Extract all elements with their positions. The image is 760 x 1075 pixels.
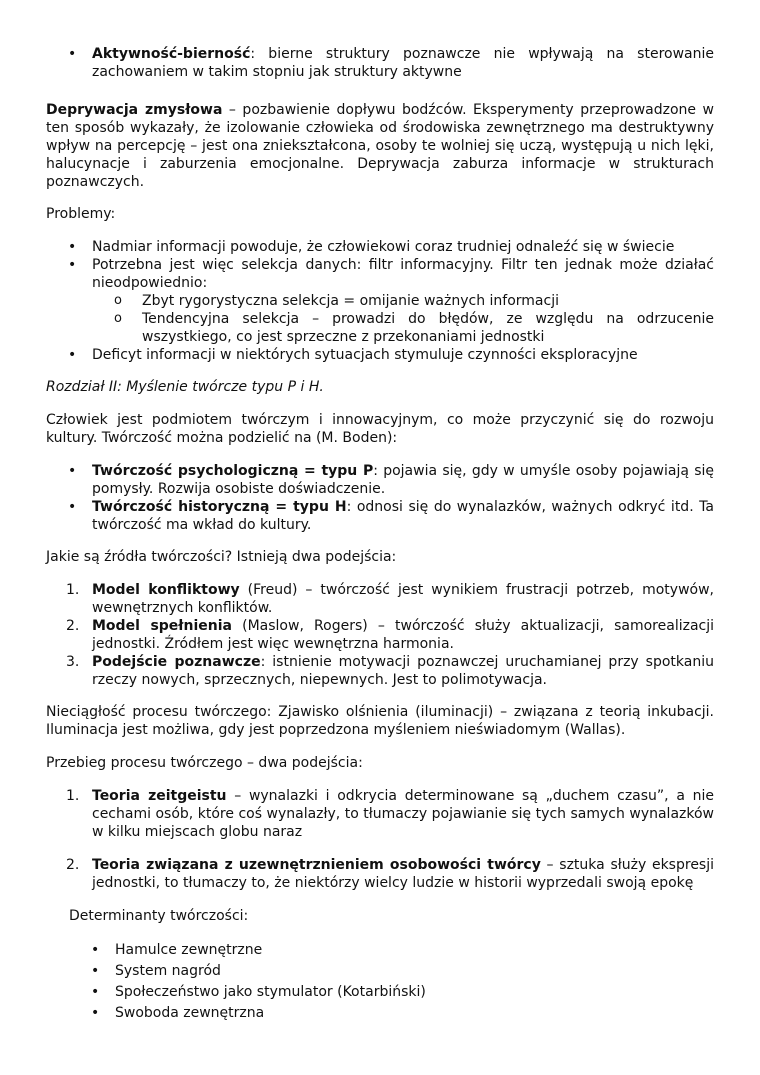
bullet-marker: • — [91, 1005, 100, 1021]
list-item — [46, 1003, 714, 1024]
list-item — [46, 961, 714, 982]
paragraph-intro: Człowiek jest podmiotem twórczym i innowacyjnym, co może przyczynić się do rozwoju kultury. Twórczość można podzielić na (M. Boden): — [46, 412, 714, 446]
bullet-list-top — [46, 45, 714, 81]
item-text: – sztuka służy ekspresji jednostki, to tłumaczy to, że niektórzy wielcy ludzie w historii wyprzedali swoją epokę — [92, 857, 715, 891]
item-text: (Maslow, Rogers) – twórczość służy aktualizacji, samorealizacji jednostki. Źródłem jest więc wewnętrzna harmonia. — [92, 618, 714, 652]
bullet-list-problemy — [46, 238, 714, 364]
list-number: 1. — [66, 788, 80, 804]
sub-list-item — [46, 310, 714, 346]
term: Podejście poznawcze — [92, 654, 261, 670]
bullet-marker: • — [91, 984, 100, 1000]
sub-bullet-marker: o — [114, 293, 122, 308]
item-text: (Freud) – twórczość jest wynikiem frustracji potrzeb, motywów, wewnętrznych konfliktów. — [92, 582, 714, 616]
term: Aktywność-bierność — [92, 46, 251, 62]
list-item — [46, 940, 714, 961]
list-item — [46, 238, 714, 256]
heading-problemy: Problemy: — [46, 206, 116, 222]
sub-bullet-marker: o — [114, 311, 122, 326]
term: Model konfliktowy — [92, 582, 240, 598]
item-text: : bierne struktury poznawcze nie wpływają na sterowanie zachowaniem w takim stopniu jak struktury aktywne — [92, 46, 714, 80]
item-text: Społeczeństwo jako stymulator (Kotarbiński) — [115, 984, 426, 1000]
bullet-list-determinanty — [46, 940, 714, 1024]
item-text: Swoboda zewnętrzna — [115, 1005, 265, 1021]
item-text: Zbyt rygorystyczna selekcja = omijanie ważnych informacji — [142, 293, 559, 309]
item-text: : pojawia się, gdy w umyśle osoby pojawiają się pomysły. Rozwija osobiste doświadczenie. — [92, 463, 715, 497]
list-item — [46, 256, 714, 292]
heading-determinanty: Determinanty twórczości: — [69, 908, 249, 924]
bullet-marker: • — [91, 963, 100, 979]
paragraph-text: – pozbawienie dopływu bodźców. Eksperymenty przeprowadzone w ten sposób wykazały, że izolowanie człowieka od środowiska zewnętrznego ma destruktywny wpływ na percepcję – jest ona zniekształcona, osoby te wolniej się uczą, występują u nich lęki, halucynacje i zaburzenia emocjonalne. Deprywacja zaburza informacje w strukturach poznawczych. — [46, 102, 715, 190]
list-number: 2. — [66, 857, 80, 873]
list-item — [46, 581, 714, 617]
text-column — [46, 45, 714, 1024]
list-item — [46, 653, 714, 689]
bullet-list-tworczosc — [46, 462, 714, 534]
item-text: Deficyt informacji w niektórych sytuacjach stymuluje czynności eksploracyjne — [92, 347, 638, 363]
bullet-marker: • — [68, 463, 77, 479]
paragraph-deprywacja — [46, 101, 714, 191]
list-number: 3. — [66, 654, 80, 670]
list-item — [46, 787, 714, 841]
item-text: : istnienie motywacji poznawczej uruchamianej przy spotkaniu rzeczy nowych, sprzecznych, niepewnych. Jest to polimotywacja. — [92, 654, 714, 688]
numbered-list-zrodla — [46, 581, 714, 689]
list-item — [46, 498, 714, 534]
item-text: Nadmiar informacji powoduje, że człowiekowi coraz trudniej odnaleźć się w świecie — [92, 239, 675, 255]
bullet-marker: • — [68, 499, 77, 515]
list-item — [46, 856, 714, 892]
bullet-marker: • — [91, 942, 100, 958]
list-number: 1. — [66, 582, 80, 598]
list-item — [46, 462, 714, 498]
sub-list-item — [46, 292, 714, 310]
item-text: Hamulce zewnętrzne — [115, 942, 263, 958]
bullet-marker: • — [68, 347, 77, 363]
question-zrodla: Jakie są źródła twórczości? Istnieją dwa podejścia: — [46, 549, 397, 565]
question-przebieg: Przebieg procesu twórczego – dwa podejścia: — [46, 755, 363, 771]
bullet-marker: • — [68, 46, 77, 62]
numbered-list-przebieg — [46, 787, 714, 892]
bullet-marker: • — [68, 239, 77, 255]
term: Twórczość psychologiczną = typu P — [92, 463, 374, 479]
chapter-heading: Rozdział II: Myślenie twórcze typu P i H. — [46, 379, 324, 395]
list-item — [46, 45, 714, 81]
list-item — [46, 982, 714, 1003]
term: Twórczość historyczną = typu H — [92, 499, 347, 515]
paragraph-nieciaglosc: Nieciągłość procesu twórczego: Zjawisko olśnienia (iluminacji) – związana z teorią inkubacji. Iluminacja jest możliwa, gdy jest poprzedzona myśleniem nieświadomym (Wallas). — [46, 704, 714, 738]
item-text: – wynalazki i odkrycia determinowane są „duchem czasu”, a nie cechami osób, które coś wynalazły, to tłumaczy pojawianie się tych samych wynalazków w kilku miejscach globu naraz — [92, 788, 714, 840]
term: Teoria związana z uzewnętrznieniem osobowości twórcy — [92, 857, 541, 873]
list-item — [46, 346, 714, 364]
term: Teoria zeitgeistu — [92, 788, 227, 804]
list-item — [46, 617, 714, 653]
item-text: Potrzebna jest więc selekcja danych: filtr informacyjny. Filtr ten jednak może działać nieodpowiednio: — [92, 257, 714, 291]
list-number: 2. — [66, 618, 80, 634]
item-text: Tendencyjna selekcja – prowadzi do błędów, ze względu na odrzucenie wszystkiego, co jest sprzeczne z przekonaniami jednostki — [142, 311, 714, 345]
item-text: : odnosi się do wynalazków, ważnych odkryć itd. Ta twórczość ma wkład do kultury. — [92, 499, 714, 533]
bullet-marker: • — [68, 257, 77, 273]
item-text: System nagród — [115, 963, 221, 979]
term: Model spełnienia — [92, 618, 232, 634]
term: Deprywacja zmysłowa — [46, 102, 223, 118]
